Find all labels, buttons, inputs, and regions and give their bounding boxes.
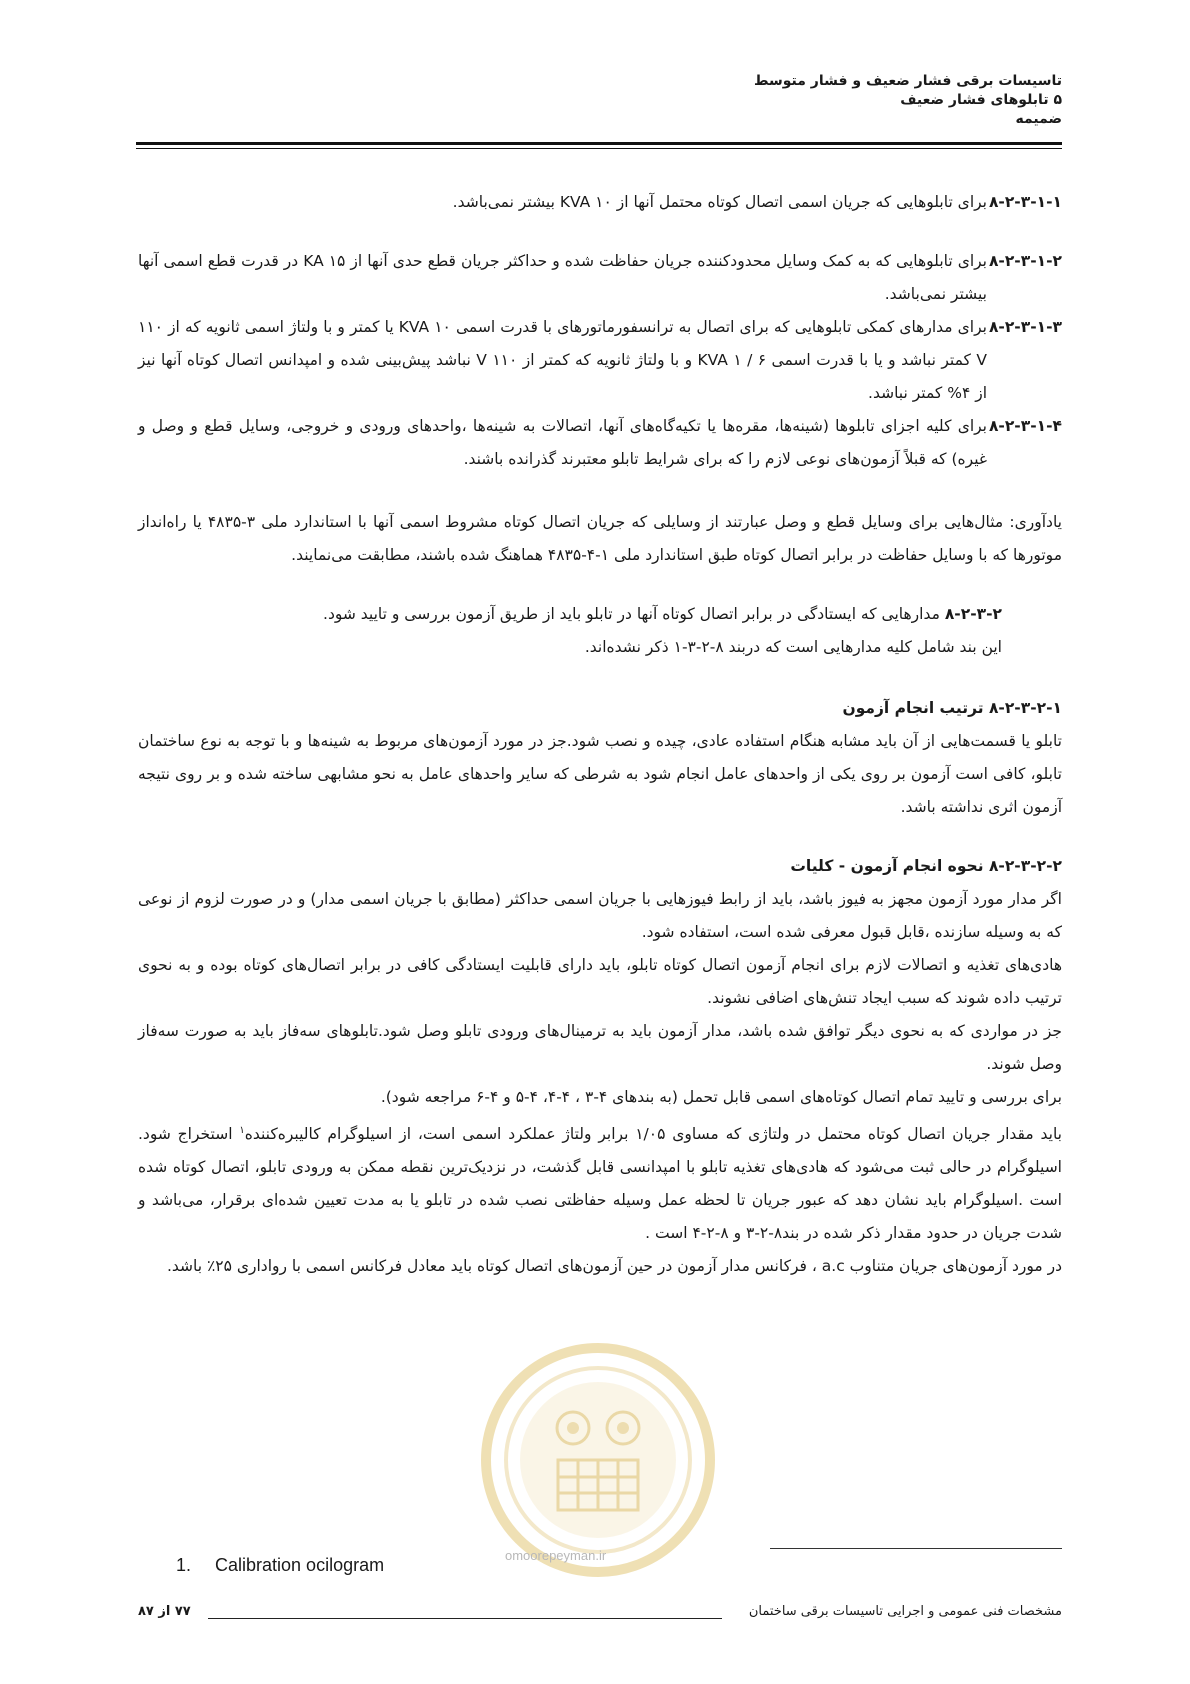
paragraph-oscillogram: باید مقدار جریان اتصال کوتاه محتمل در ولتاژی که مساوی ۱/۰۵ برابر ولتاژ عملکرد اسمی است، از اسیلوگرام کالیبره‌کننده$^۱$ استخراج شود. اسیلوگرام در حالی ثبت می‌شود که هادی‌های تغذیه تابلو با امپدانسی قابل گذشت، در نزدیک‌ترین نقطه ممکن به ورودی تابلو، اتصال کوتاه شده است .اسیلوگرام باید نشان دهد که عبور جریان تا لحظه عمل وسیله حفاظتی نصب شده در تابلو یا به مدت تعیین شده‌ای برقرار، می‌باشد و شدت جریان در حدود مقدار ذکر شده در بند۸-۲-۳ و ۸-۲-۴ است . [138, 1125, 1062, 1243]
page-number: ۷۷ از ۸۷ [138, 1604, 191, 1619]
paragraph: برای بررسی و تایید تمام اتصال کوتاه‌های اسمی قابل تحمل (به بندهای ۴-۳ ، ۴-۴، ۴-۵ و ۴-۶ مراجعه شود). [380, 1088, 1062, 1106]
clause-8-2-3-2 [138, 598, 1062, 664]
section-title: ترتیب انجام آزمون [842, 699, 984, 717]
watermark-site-text: omoorepeyman.ir [505, 1548, 607, 1563]
paragraph: جز در مواردی که به نحوی دیگر توافق شده باشد، مدار آزمون باید به ترمینال‌های ورودی تابلو وصل شود.تابلوهای سه‌فاز باید به صورت سه‌فاز وصل شوند. [138, 1022, 1062, 1073]
clause-text-line1: مدارهایی که ایستادگی در برابر اتصال کوتاه آنها در تابلو باید از طریق آزمون بررسی و تایید شود. [323, 605, 940, 623]
header-rule-thick [136, 142, 1062, 145]
clause-text: برای تابلوهایی که جریان اسمی اتصال کوتاه محتمل آنها از KVA ۱۰ بیشتر نمی‌باشد. [452, 193, 987, 211]
section-text: تابلو یا قسمت‌هایی از آن باید مشابه هنگام استفاده عادی، چیده و نصب شود.جز در مورد آزمون‌های مربوط به شینه‌ها و با توجه به نوع ساختمان تابلو، کافی است آزمون بر روی یکی از واحدهای عامل انجام شود به شرطی که سایر واحدهای عامل به نحو مشابهی ساخته شده و بر روی نتیجه آزمون اثری نداشته باشد. [138, 732, 1062, 816]
paragraph: در مورد آزمون‌های جریان متناوب a.c ، فرکانس مدار آزمون در حین آزمون‌های اتصال کوتاه باید معادل فرکانس اسمی با رواداری ۲۵٪ باشد. [166, 1257, 1062, 1276]
clause-2 [138, 245, 1062, 311]
clause-text: برای کلیه اجزای تابلوها (شینه‌ها، مقره‌ها یا تکیه‌گاه‌های آنها، اتصالات به شینه‌ها ،واحدهای ورودی و خروجی، وسایل قطع و وصل و غیره) که قبلاً آزمون‌های نوعی لازم را که برای شرایط تابلو معتبرند گذرانده باشند. [138, 417, 987, 468]
clause-number: ۸-۲-۳-۱-۴ [988, 417, 1062, 435]
footnote [176, 1555, 384, 1576]
clause-text: برای تابلوهایی که به کمک وسایل محدودکننده جریان حفاظت شده و حداکثر جریان قطع حدی آنها از KA ۱۵ در قدرت قطع اسمی آنها بیشتر نمی‌باشد. [138, 252, 987, 303]
footnote-text: Calibration ocilogram [215, 1555, 385, 1575]
section-title: نحوه انجام آزمون - کلیات [790, 857, 984, 875]
section-test-order [138, 692, 1062, 824]
clause-text-line2: این بند شامل کلیه مدارهایی است که دربند ۸-۲-۳-۱ ذکر نشده‌اند. [584, 638, 1002, 656]
footnote-rule [770, 1548, 1062, 1549]
header-section: ضمیمه [1015, 111, 1062, 127]
footnote-ref: ۱ [239, 1125, 245, 1136]
document-body [138, 186, 1062, 1283]
clause-number: ۸-۲-۳-۱-۳ [988, 318, 1062, 336]
clause-4 [138, 410, 1062, 476]
section-test-method [138, 850, 1062, 1283]
clause-text: برای مدارهای کمکی تابلوهایی که برای اتصال به ترانسفورماتورهای با قدرت اسمی KVA ۱۰ یا کمتر و با ولتاژ اسمی ثانویه که از ۱۱۰ V کمتر نباشد و یا با قدرت اسمی KVA ۱ / ۶ و با ولتاژ ثانویه که کمتر از ۱۱۰ V نباشد پیش‌بینی شده و امپدانس اتصال کوتاه آنها نیز از ۴% کمتر نباشد. [138, 318, 987, 402]
reminder-note: یادآوری: مثال‌هایی برای وسایل قطع و وصل عبارتند از وسایلی که جریان اتصال کوتاه مشروط اسمی آنها با استاندارد ملی ۳-۴۸۳۵ یا راه‌انداز موتورها که با وسایل حفاظت در برابر اتصال کوتاه طبق استاندارد ملی ۱-۴-۴۸۳۵ هماهنگ شده باشند، مطابقت می‌نمایند. [138, 513, 1062, 564]
section-number: ۸-۲-۳-۲-۲ [988, 857, 1062, 875]
header-chapter: ۵ تابلوهای فشار ضعیف [900, 92, 1062, 108]
clause-number: ۸-۲-۳-۲ [944, 605, 1002, 623]
page-footer [138, 1604, 1062, 1626]
clause-number: ۸-۲-۳-۱-۱ [988, 193, 1062, 211]
watermark-seal-icon [478, 1340, 718, 1580]
paragraph: اگر مدار مورد آزمون مجهز به فیوز باشد، باید از رابط فیوزهایی با جریان اسمی حداکثر (مطابق با جریان اسمی مدار) و در صورت لزوم از نوعی که به وسیله سازنده ،قابل قبول معرفی شده است، استفاده شود. [138, 890, 1062, 941]
clause-3 [138, 311, 1062, 410]
header-rule-thin [136, 148, 1062, 149]
header-book-title: تاسیسات برقی فشار ضعیف و فشار متوسط [753, 73, 1062, 89]
section-number: ۸-۲-۳-۲-۱ [988, 699, 1062, 717]
footnote-number: 1. [176, 1555, 192, 1575]
page-header [642, 72, 1062, 129]
footer-rule [208, 1618, 722, 1619]
clause-number: ۸-۲-۳-۱-۲ [988, 252, 1062, 270]
footer-title: مشخصات فنی عمومی و اجرایی تاسیسات برقی ساختمان [748, 1604, 1062, 1619]
paragraph: هادی‌های تغذیه و اتصالات لازم برای انجام آزمون اتصال کوتاه تابلو، باید دارای قابلیت ایستادگی کافی در برابر اتصال‌های کوتاه بوده و به نحوی ترتیب داده شوند که سبب ایجاد تنش‌های اضافی نشوند. [138, 956, 1062, 1007]
clause-1 [138, 186, 1062, 219]
